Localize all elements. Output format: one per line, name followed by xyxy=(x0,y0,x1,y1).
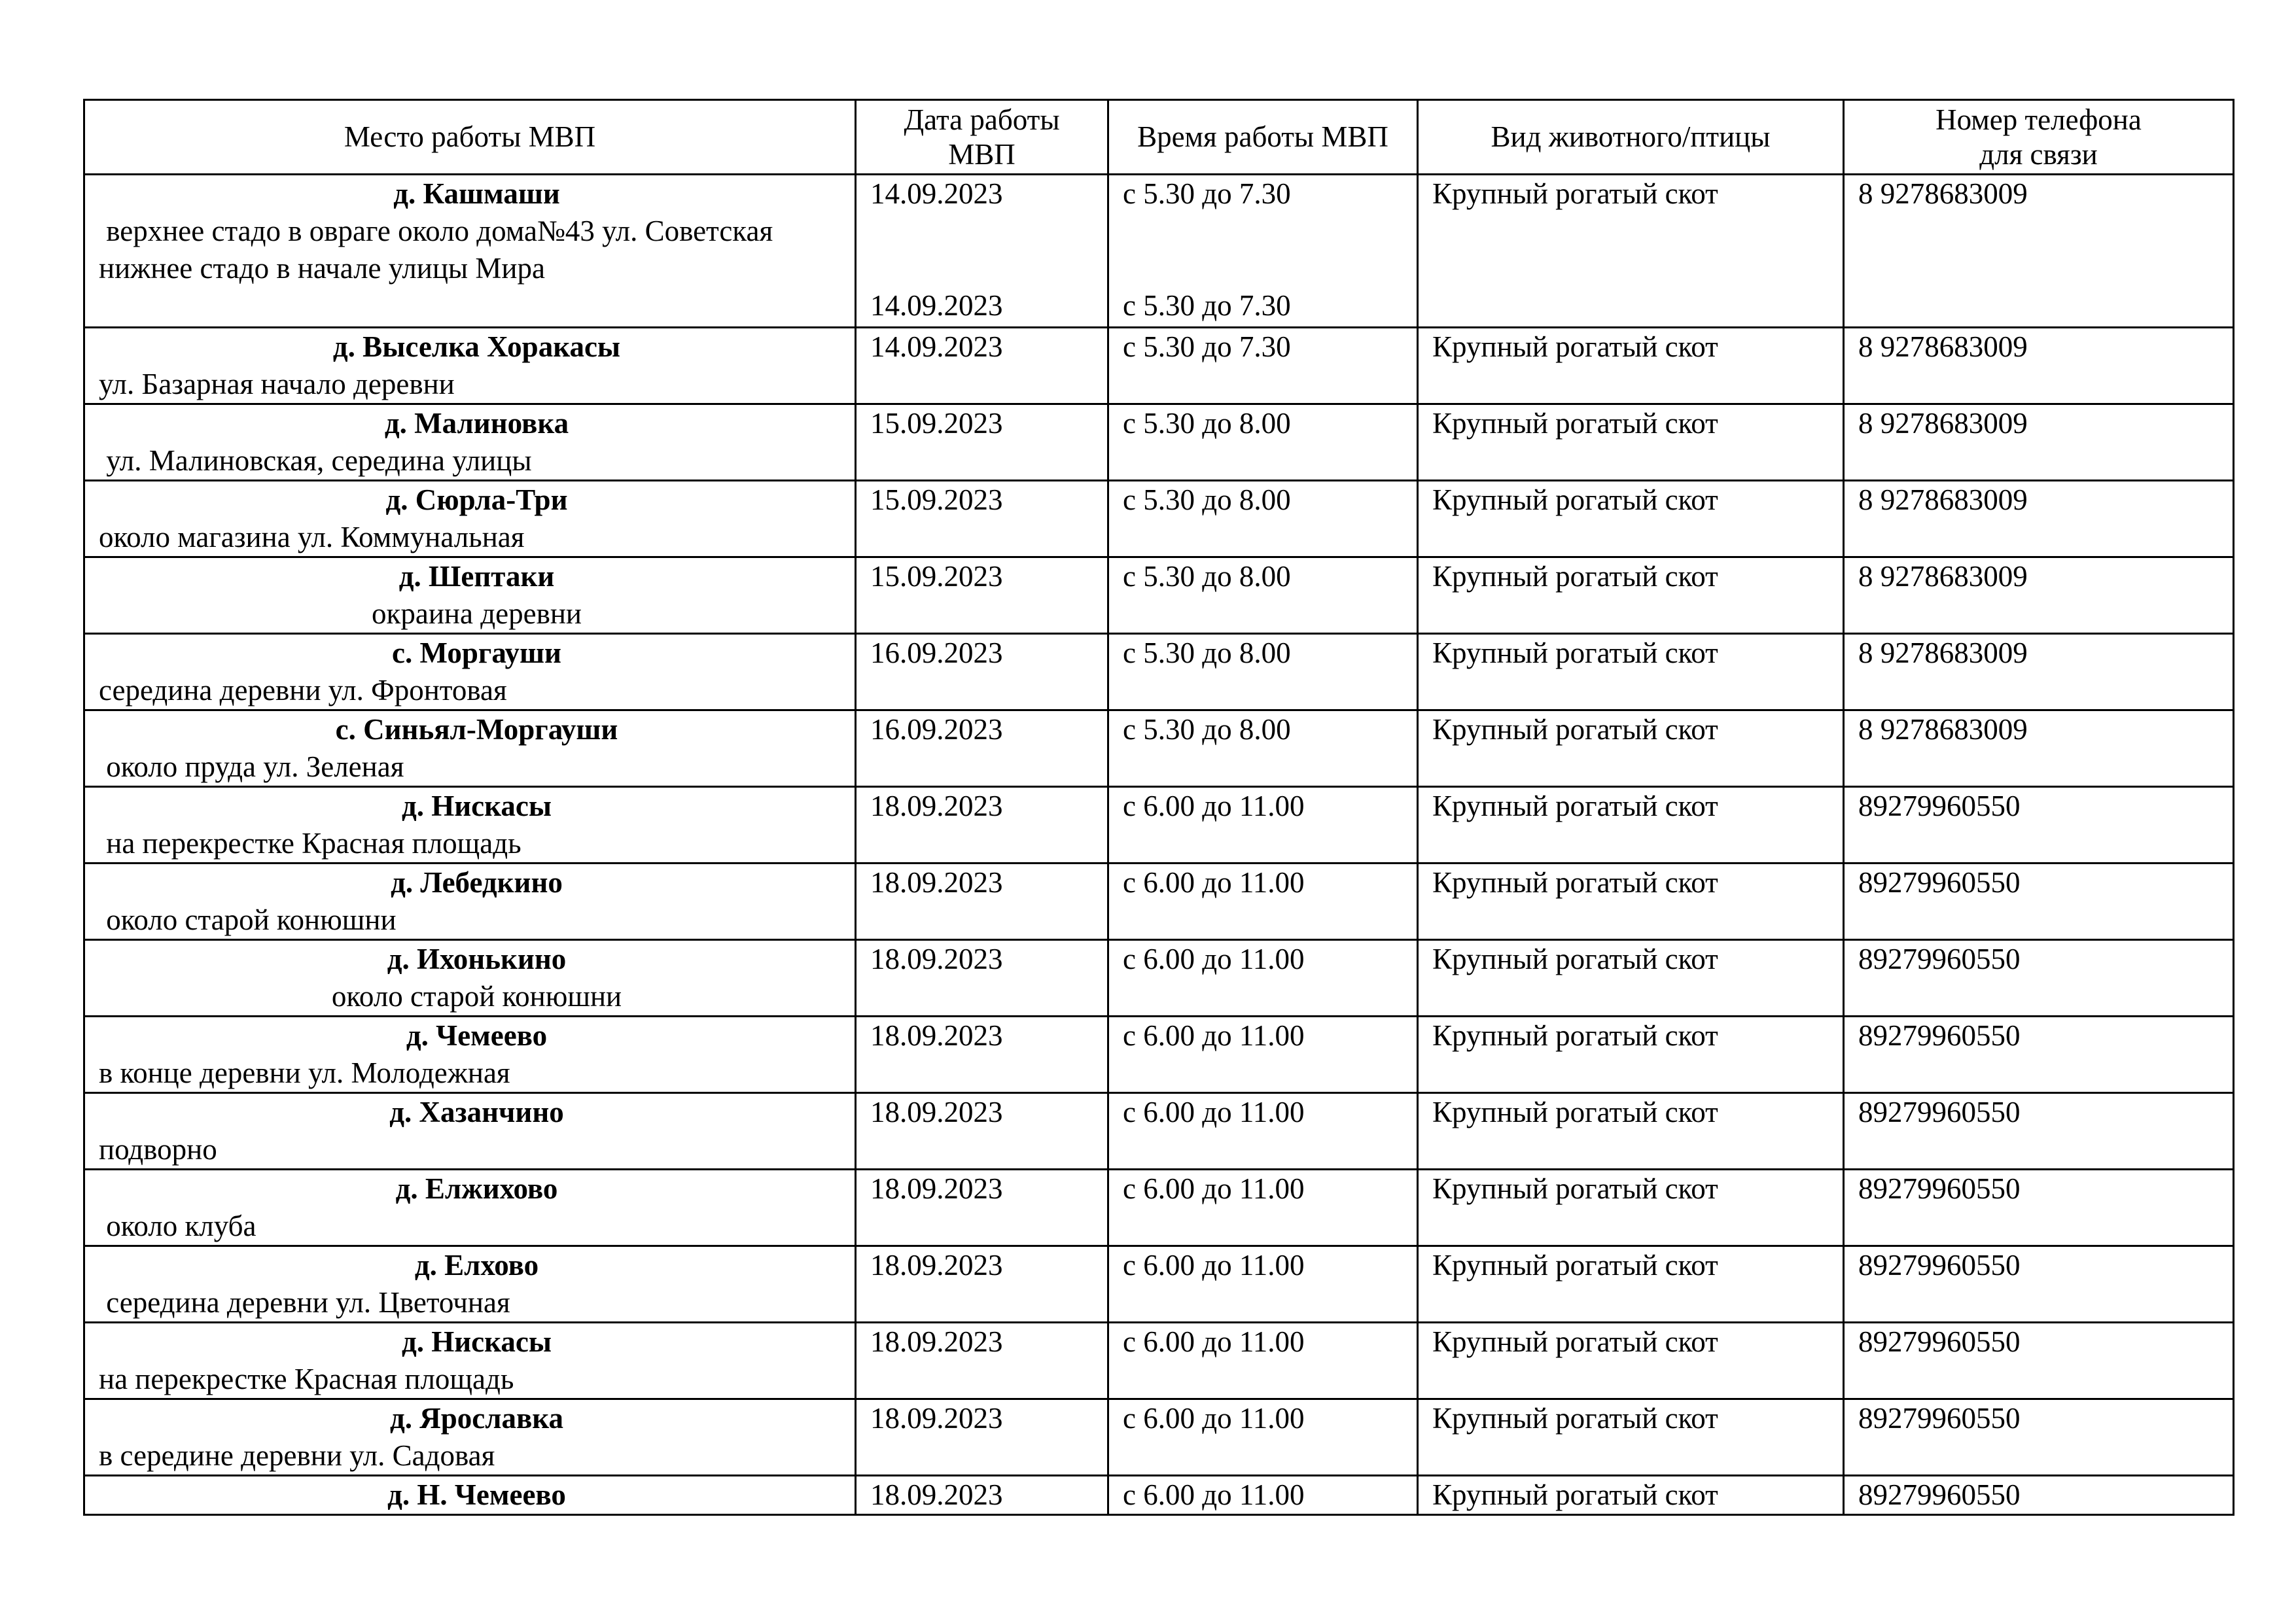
location-description: около пруда ул. Зеленая xyxy=(99,750,404,783)
animal-cell xyxy=(1418,557,1844,634)
phone-value: 89279960550 xyxy=(1858,790,2021,822)
location-description: на перекрестке Красная площадь xyxy=(99,827,521,860)
animal-value: Крупный рогатый скот xyxy=(1432,1019,1718,1052)
animal-cell xyxy=(1418,1476,1844,1515)
settlement-name: с. Моргауши xyxy=(392,637,561,669)
date-cell xyxy=(856,481,1108,557)
animal-cell xyxy=(1418,710,1844,787)
location-description: около старой конюшни xyxy=(331,980,622,1013)
place-cell xyxy=(84,940,856,1017)
phone-cell xyxy=(1844,481,2234,557)
animal-cell xyxy=(1418,175,1844,328)
place-cell xyxy=(84,481,856,557)
date-cell xyxy=(856,710,1108,787)
phone-value: 89279960550 xyxy=(1858,1478,2021,1511)
phone-cell xyxy=(1844,1017,2234,1093)
animal-value: Крупный рогатый скот xyxy=(1432,483,1718,516)
animal-value: Крупный рогатый скот xyxy=(1432,637,1718,669)
phone-value: 89279960550 xyxy=(1858,866,2021,899)
animal-value: Крупный рогатый скот xyxy=(1432,177,1718,210)
animal-value: Крупный рогатый скот xyxy=(1432,866,1718,899)
animal-value: Крупный рогатый скот xyxy=(1432,1478,1718,1511)
phone-cell xyxy=(1844,1246,2234,1323)
phone-value: 8 9278683009 xyxy=(1858,637,2028,669)
date-value: 18.09.2023 xyxy=(870,790,1003,822)
settlement-name: д. Хазанчино xyxy=(389,1096,564,1128)
table-row xyxy=(84,864,2234,940)
spacer xyxy=(1123,213,1417,250)
location-description: в середине деревни ул. Садовая xyxy=(99,1439,495,1472)
phone-cell xyxy=(1844,1093,2234,1170)
table-row xyxy=(84,1093,2234,1170)
location-description: ул. Малиновская, середина улицы xyxy=(99,444,532,477)
date-cell xyxy=(856,1476,1108,1515)
place-cell xyxy=(84,864,856,940)
header-date xyxy=(856,100,1108,175)
animal-cell xyxy=(1418,1093,1844,1170)
date-cell xyxy=(856,864,1108,940)
time-value: с 5.30 до 8.00 xyxy=(1123,483,1291,516)
animal-cell xyxy=(1418,328,1844,404)
location-description: ул. Базарная начало деревни xyxy=(99,368,455,400)
location-description: верхнее стадо в овраге около дома№43 ул. Советская xyxy=(99,215,773,247)
time-cell xyxy=(1108,1476,1418,1515)
time-cell xyxy=(1108,710,1418,787)
place-cell xyxy=(84,1017,856,1093)
phone-cell xyxy=(1844,1476,2234,1515)
settlement-name: д. Шептаки xyxy=(398,560,555,593)
animal-value: Крупный рогатый скот xyxy=(1432,330,1718,363)
phone-cell xyxy=(1844,634,2234,710)
date-cell xyxy=(856,328,1108,404)
table-row xyxy=(84,328,2234,404)
date-value: 18.09.2023 xyxy=(870,1402,1003,1435)
table-row xyxy=(84,1476,2234,1515)
location-description: окраина деревни xyxy=(372,597,582,630)
date-cell xyxy=(856,634,1108,710)
table-row xyxy=(84,1323,2234,1399)
animal-value: Крупный рогатый скот xyxy=(1432,943,1718,975)
time-value: с 5.30 до 8.00 xyxy=(1123,713,1291,746)
location-description: нижнее стадо в начале улицы Мира xyxy=(99,252,545,285)
settlement-name: д. Кашмаши xyxy=(393,177,560,210)
table-row xyxy=(84,710,2234,787)
location-description: около клуба xyxy=(99,1210,256,1242)
time-cell xyxy=(1108,940,1418,1017)
animal-value: Крупный рогатый скот xyxy=(1432,790,1718,822)
date-cell xyxy=(856,787,1108,864)
location-description: середина деревни ул. Фронтовая xyxy=(99,674,507,707)
header-phone-line-2: для связи xyxy=(1979,137,2098,171)
location-description: середина деревни ул. Цветочная xyxy=(99,1286,510,1319)
location-description: подворно xyxy=(99,1133,217,1166)
time-value: с 6.00 до 11.00 xyxy=(1123,1096,1305,1128)
time-value: с 6.00 до 11.00 xyxy=(1123,866,1305,899)
date-value: 18.09.2023 xyxy=(870,1249,1003,1282)
date-cell xyxy=(856,1017,1108,1093)
date-cell xyxy=(856,175,1108,328)
phone-value: 89279960550 xyxy=(1858,1402,2021,1435)
time-cell xyxy=(1108,1170,1418,1246)
phone-value: 8 9278683009 xyxy=(1858,560,2028,593)
settlement-name: д. Нискасы xyxy=(401,790,552,822)
time-cell xyxy=(1108,1399,1418,1476)
phone-value: 8 9278683009 xyxy=(1858,483,2028,516)
header-place-label: Место работы МВП xyxy=(344,120,596,153)
settlement-name: д. Ихонькино xyxy=(387,943,567,975)
date-cell xyxy=(856,557,1108,634)
place-cell xyxy=(84,1093,856,1170)
header-phone-line-1: Номер телефона xyxy=(1935,103,2142,136)
date-value: 14.09.2023 xyxy=(870,330,1003,363)
table-row xyxy=(84,557,2234,634)
date-value: 18.09.2023 xyxy=(870,1096,1003,1128)
place-cell xyxy=(84,404,856,481)
phone-value: 8 9278683009 xyxy=(1858,713,2028,746)
header-date-line-1: Дата работы xyxy=(904,103,1060,136)
phone-value: 89279960550 xyxy=(1858,1325,2021,1358)
time-cell xyxy=(1108,175,1418,328)
settlement-name: д. Елжихово xyxy=(395,1172,558,1205)
vaccination-schedule-table xyxy=(83,99,2234,1516)
date-cell xyxy=(856,1170,1108,1246)
place-cell xyxy=(84,175,856,328)
place-cell xyxy=(84,1170,856,1246)
place-cell xyxy=(84,634,856,710)
table-row xyxy=(84,481,2234,557)
header-animal-label: Вид животного/птицы xyxy=(1491,120,1771,153)
time-value: с 6.00 до 11.00 xyxy=(1123,1325,1305,1358)
animal-cell xyxy=(1418,940,1844,1017)
phone-value: 89279960550 xyxy=(1858,1096,2021,1128)
animal-value: Крупный рогатый скот xyxy=(1432,1402,1718,1435)
date-value: 14.09.2023 xyxy=(870,289,1003,322)
place-cell xyxy=(84,787,856,864)
date-value: 18.09.2023 xyxy=(870,866,1003,899)
phone-cell xyxy=(1844,404,2234,481)
header-place xyxy=(84,100,856,175)
settlement-name: д. Малиновка xyxy=(384,407,569,440)
time-value: с 6.00 до 11.00 xyxy=(1123,790,1305,822)
phone-cell xyxy=(1844,864,2234,940)
time-cell xyxy=(1108,404,1418,481)
settlement-name: д. Выселка Хоракасы xyxy=(332,330,621,363)
date-value: 15.09.2023 xyxy=(870,560,1003,593)
phone-cell xyxy=(1844,175,2234,328)
table-row xyxy=(84,940,2234,1017)
time-value: с 5.30 до 8.00 xyxy=(1123,637,1291,669)
settlement-name: с. Синьял-Моргауши xyxy=(335,713,618,746)
settlement-name: д. Ярославка xyxy=(389,1402,564,1435)
time-cell xyxy=(1108,1017,1418,1093)
time-value: с 5.30 до 7.30 xyxy=(1123,330,1291,363)
place-cell xyxy=(84,710,856,787)
settlement-name: д. Сюрла-Три xyxy=(385,483,568,516)
animal-cell xyxy=(1418,1399,1844,1476)
date-cell xyxy=(856,1246,1108,1323)
phone-cell xyxy=(1844,1399,2234,1476)
table-row xyxy=(84,787,2234,864)
animal-value: Крупный рогатый скот xyxy=(1432,1249,1718,1282)
date-value: 18.09.2023 xyxy=(870,1019,1003,1052)
table-row xyxy=(84,634,2234,710)
animal-value: Крупный рогатый скот xyxy=(1432,560,1718,593)
phone-cell xyxy=(1844,710,2234,787)
spacer xyxy=(1123,250,1417,287)
settlement-name: д. Нискасы xyxy=(401,1325,552,1358)
time-value: с 5.30 до 7.30 xyxy=(1123,177,1291,210)
place-cell xyxy=(84,1476,856,1515)
date-cell xyxy=(856,404,1108,481)
animal-cell xyxy=(1418,864,1844,940)
time-cell xyxy=(1108,1246,1418,1323)
time-cell xyxy=(1108,634,1418,710)
place-cell xyxy=(84,1323,856,1399)
date-value: 16.09.2023 xyxy=(870,713,1003,746)
phone-value: 89279960550 xyxy=(1858,1172,2021,1205)
table-row xyxy=(84,175,2234,328)
header-time-label: Время работы МВП xyxy=(1137,120,1388,153)
time-cell xyxy=(1108,328,1418,404)
date-value: 18.09.2023 xyxy=(870,1325,1003,1358)
animal-cell xyxy=(1418,1323,1844,1399)
animal-value: Крупный рогатый скот xyxy=(1432,1172,1718,1205)
animal-cell xyxy=(1418,787,1844,864)
time-cell xyxy=(1108,1323,1418,1399)
animal-value: Крупный рогатый скот xyxy=(1432,407,1718,440)
date-cell xyxy=(856,1093,1108,1170)
table-row xyxy=(84,404,2234,481)
time-value: с 6.00 до 11.00 xyxy=(1123,1249,1305,1282)
table-header-row xyxy=(84,100,2234,175)
animal-cell xyxy=(1418,634,1844,710)
date-value: 15.09.2023 xyxy=(870,407,1003,440)
date-value: 18.09.2023 xyxy=(870,1478,1003,1511)
animal-value: Крупный рогатый скот xyxy=(1432,1096,1718,1128)
phone-cell xyxy=(1844,328,2234,404)
phone-cell xyxy=(1844,557,2234,634)
place-cell xyxy=(84,557,856,634)
spacer xyxy=(870,250,1107,287)
time-value: с 5.30 до 8.00 xyxy=(1123,407,1291,440)
date-value: 16.09.2023 xyxy=(870,637,1003,669)
place-cell xyxy=(84,1399,856,1476)
date-value: 14.09.2023 xyxy=(870,177,1003,210)
location-description: около старой конюшни xyxy=(99,903,397,936)
location-description: около магазина ул. Коммунальная xyxy=(99,521,525,553)
date-cell xyxy=(856,1399,1108,1476)
table-row xyxy=(84,1399,2234,1476)
date-value: 18.09.2023 xyxy=(870,943,1003,975)
header-phone xyxy=(1844,100,2234,175)
spacer xyxy=(870,213,1107,250)
animal-cell xyxy=(1418,1017,1844,1093)
table-row xyxy=(84,1017,2234,1093)
phone-value: 89279960550 xyxy=(1858,943,2021,975)
header-animal xyxy=(1418,100,1844,175)
header-time xyxy=(1108,100,1418,175)
settlement-name: д. Елхово xyxy=(414,1249,539,1282)
animal-value: Крупный рогатый скот xyxy=(1432,713,1718,746)
date-value: 15.09.2023 xyxy=(870,483,1003,516)
time-cell xyxy=(1108,787,1418,864)
time-value: с 5.30 до 7.30 xyxy=(1123,289,1291,322)
place-cell xyxy=(84,1246,856,1323)
time-cell xyxy=(1108,1093,1418,1170)
settlement-name: д. Чемеево xyxy=(406,1019,548,1052)
phone-cell xyxy=(1844,787,2234,864)
animal-cell xyxy=(1418,404,1844,481)
location-description: на перекрестке Красная площадь xyxy=(99,1363,514,1395)
phone-value: 89279960550 xyxy=(1858,1249,2021,1282)
date-cell xyxy=(856,1323,1108,1399)
time-cell xyxy=(1108,481,1418,557)
table-row xyxy=(84,1170,2234,1246)
phone-cell xyxy=(1844,940,2234,1017)
time-cell xyxy=(1108,557,1418,634)
animal-cell xyxy=(1418,1246,1844,1323)
time-value: с 6.00 до 11.00 xyxy=(1123,1172,1305,1205)
time-value: с 6.00 до 11.00 xyxy=(1123,1019,1305,1052)
phone-value: 8 9278683009 xyxy=(1858,177,2028,210)
animal-cell xyxy=(1418,481,1844,557)
date-cell xyxy=(856,940,1108,1017)
time-value: с 6.00 до 11.00 xyxy=(1123,943,1305,975)
phone-value: 8 9278683009 xyxy=(1858,407,2028,440)
phone-cell xyxy=(1844,1323,2234,1399)
animal-cell xyxy=(1418,1170,1844,1246)
time-value: с 6.00 до 11.00 xyxy=(1123,1478,1305,1511)
table-row xyxy=(84,1246,2234,1323)
phone-value: 8 9278683009 xyxy=(1858,330,2028,363)
date-value: 18.09.2023 xyxy=(870,1172,1003,1205)
location-description: в конце деревни ул. Молодежная xyxy=(99,1056,510,1089)
settlement-name: д. Лебедкино xyxy=(391,866,563,899)
header-date-line-2: МВП xyxy=(948,137,1016,171)
time-value: с 5.30 до 8.00 xyxy=(1123,560,1291,593)
settlement-name: д. Н. Чемеево xyxy=(387,1478,566,1511)
time-cell xyxy=(1108,864,1418,940)
place-cell xyxy=(84,328,856,404)
time-value: с 6.00 до 11.00 xyxy=(1123,1402,1305,1435)
phone-cell xyxy=(1844,1170,2234,1246)
animal-value: Крупный рогатый скот xyxy=(1432,1325,1718,1358)
phone-value: 89279960550 xyxy=(1858,1019,2021,1052)
